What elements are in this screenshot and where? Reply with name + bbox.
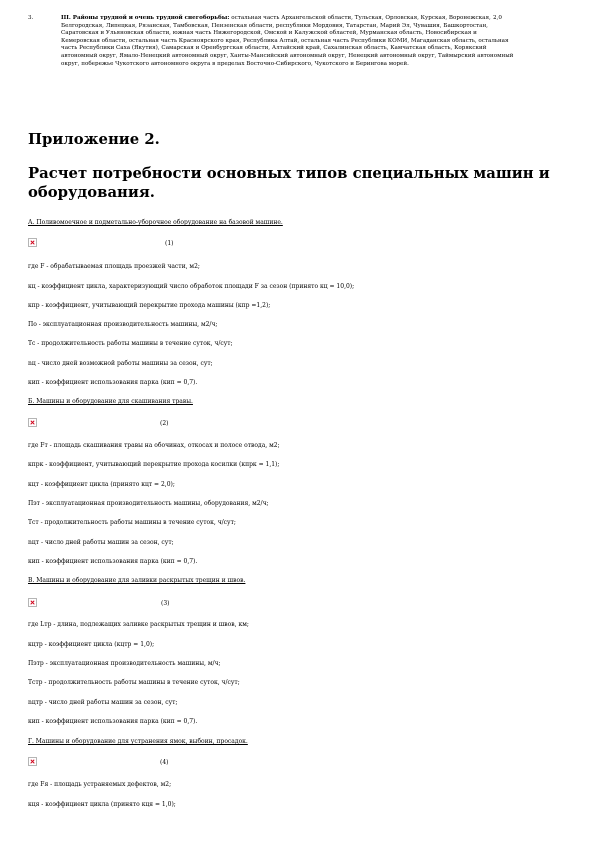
row-number: 3. — [28, 15, 34, 21]
broken-image-icon — [28, 418, 37, 427]
row-value: 2,0 — [493, 15, 502, 21]
section-b-heading: Б. Машины и оборудование для скашивания травы. — [28, 398, 193, 405]
section-d-heading: Г. Машины и оборудование для устранения ямок, выбоин, просадок. — [28, 738, 248, 745]
formula-2 — [28, 418, 228, 430]
formula-number: (3) — [161, 600, 170, 607]
formula-1 — [28, 238, 228, 250]
formula-4 — [28, 757, 228, 769]
formula-number: (4) — [160, 759, 169, 766]
list-item: Тстр - продолжительность работы машины в течение суток, ч/сут; — [28, 679, 240, 686]
list-item: По - эксплуатационная производительность машины, м2/ч; — [28, 321, 218, 328]
list-item: где F - обрабатываемая площадь проезжей части, м2; — [28, 263, 200, 270]
list-item: nцт - число дней работы машин за сезон, сут; — [28, 539, 174, 546]
broken-image-icon — [28, 238, 37, 247]
list-item: кип - коэффициент использования парка (кип = 0,7). — [28, 379, 198, 386]
list-item: кип - коэффициент использования парка (кип = 0,7). — [28, 558, 198, 565]
list-item: кцтр - коэффициент цикла (кцтр = 1,0); — [28, 641, 155, 648]
list-item: кц - коэффициент цикла, характеризующий число обработок площади F за сезон (принято кц = 10,0); — [28, 283, 355, 290]
row-heading: III. Районы трудной и очень трудной снегоборьбы: — [61, 15, 230, 21]
list-item: nц - число дней возможной работы машины за сезон, сут; — [28, 360, 213, 367]
list-item: Тс - продолжительность работы машины в течение суток, ч/сут; — [28, 340, 233, 347]
formula-number: (1) — [165, 240, 174, 247]
section-c-heading: В. Машины и оборудование для заливки раскрытых трещин и швов. — [28, 577, 246, 584]
formula-3 — [28, 598, 228, 610]
list-item: nцтр - число дней работы машин за сезон, сут; — [28, 699, 178, 706]
appendix-title: Приложение 2. — [28, 131, 160, 148]
row-text — [61, 15, 516, 68]
list-item: Пэтр - эксплуатационная производительность машины, м/ч; — [28, 660, 221, 667]
list-item: кцт - коэффициент цикла (принято кцт = 2,0); — [28, 481, 175, 488]
list-item: где Fт - площадь скашивания травы на обочинах, откосах и полосе отвода, м2; — [28, 442, 280, 449]
list-item: Пэт - эксплуатационная производительность машины, оборудования, м2/ч; — [28, 500, 269, 507]
list-item: кпрк - коэффициент, учитывающий перекрытие прохода косилки (кпрк = 1,1); — [28, 461, 280, 468]
list-item: кпр - коэффициент, учитывающий перекрытие прохода машины (кпр =1,2); — [28, 302, 271, 309]
broken-image-icon — [28, 598, 37, 607]
page-title: Расчет потребности основных типов специальных машин и оборудования. — [28, 165, 550, 201]
list-item: Тст - продолжительность работы машины в течение суток, ч/сут; — [28, 519, 236, 526]
list-item: кця - коэффициент цикла (принято кця = 1,0); — [28, 801, 176, 808]
section-a-heading: А. Поливомоечное и подметально-уборочное оборудование на базовой машине. — [28, 219, 283, 226]
broken-image-icon — [28, 757, 37, 766]
formula-number: (2) — [160, 420, 169, 427]
list-item: где Fя - площадь устраняемых дефектов, м2; — [28, 781, 172, 788]
list-item: где Lтр - длина, подлежащих заливке раскрытых трещин и швов, км; — [28, 621, 249, 628]
row-body: остальная часть Архангельской области, Тульская, Орловская, Курская, Воронежская, Белгородская, Липецкая, Рязанская, Тамбовская, Пензенская области, республики Мордовия, Татарстан, Марий Эл, Чувашия, Башкортостан, Саратовская и Ульяновская области, южная часть Нижегородской, Омской и Калужской областей, Мурманская область, Новосибирская и Кемеровская области, остальная часть Красноярского края, Республика Алтай, остальная часть Республики КОМИ, Магаданская область, остальная часть Республики Саха (Якутия), Самарская и Оренбургская области, Алтайский край, Сахалинская область, Камчатская область, Корякский автономный округ, Ямало-Ненецкий автономный округ, Ханты-Мансийский автономный округ, Ненецкий автономный округ, Таймырский автономный округ, побережье Чукотского автономного округа в пределах Восточно-Сибирского, Чукотского и Берингова морей. — [61, 15, 514, 67]
list-item: кип - коэффициент использования парка (кип = 0,7). — [28, 718, 198, 725]
